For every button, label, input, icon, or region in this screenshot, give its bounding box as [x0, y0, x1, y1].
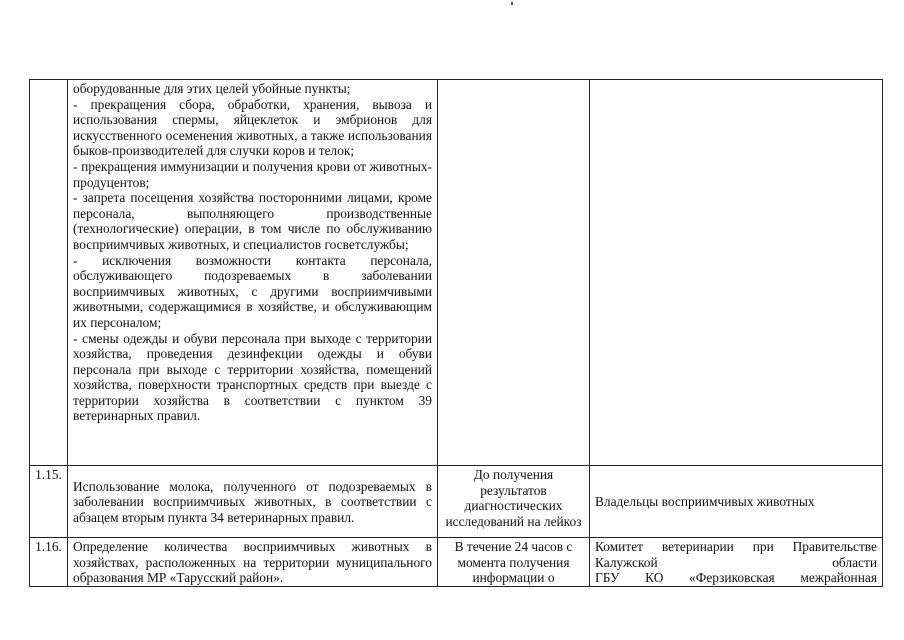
term-cell: [438, 80, 590, 466]
measure-line: - запрета посещения хозяйства посторонними лицами, кроме персонала, выполняющего производственные (технологические) операции, в том числе по обслуживанию восприимчивых животных, и специалистов госветслужбы;: [73, 190, 432, 252]
responsible-line: ГБУ КО «Ферзиковская межрайонная: [595, 570, 877, 586]
term-cell: До получения результатов диагностических исследований на лейкоз: [438, 466, 590, 538]
responsible-cell: [590, 80, 883, 466]
measure-line: - смены одежды и обуви персонала при выходе с территории хозяйства, проведения дезинфекции одежды и обуви персонала при выходе с территории хозяйства, помещений хозяйства, поверхности транспортных средств при выезде с территории хозяйства в соответствии с пунктом 39 ветеринарных правил.: [73, 330, 432, 424]
table-row: [30, 466, 883, 538]
row-number: 1.16.: [30, 538, 68, 587]
measure-line: - исключения возможности контакта персонала, обслуживающего подозреваемых в заболевании восприимчивых животных, с другими восприимчивыми животными, содержащимися в хозяйстве, и обслуживающим их персоналом;: [73, 252, 432, 330]
measures-table: [29, 79, 883, 587]
measure-text: [68, 538, 438, 587]
row-number: [30, 80, 68, 466]
scan-speck: [511, 2, 513, 5]
table-row: [30, 80, 883, 466]
responsible-line: Комитет ветеринарии при Правительстве Калужской области: [595, 539, 877, 570]
measure-text: [68, 80, 438, 466]
measure-line: оборудованные для этих целей убойные пункты;: [73, 81, 351, 96]
measure-line: Определение количества восприимчивых животных в хозяйствах, расположенных на территории муниципального образования МР «Тарусский район».: [73, 539, 432, 586]
table-row: [30, 538, 883, 587]
measure-line: - прекращения иммунизации и получения крови от животных-продуцентов;: [73, 158, 432, 190]
row-number: 1.15.: [30, 466, 68, 538]
term-cell: [438, 538, 590, 587]
measure-text: Использование молока, полученного от подозреваемых в заболевании восприимчивых животных, в соответствии с абзацем вторым пункта 34 ветеринарных правил.: [68, 466, 438, 538]
responsible-cell: Владельцы восприимчивых животных: [590, 466, 883, 538]
responsible-cell: [590, 538, 883, 587]
term-text: В течение 24 часов с момента получения информации о: [454, 539, 573, 586]
measure-line: - прекращения сбора, обработки, хранения, вывоза и использования спермы, яйцеклеток и эмбрионов для искусственного осеменения животных, а также использования быков-производителей для случки коров и телок;: [73, 96, 432, 159]
